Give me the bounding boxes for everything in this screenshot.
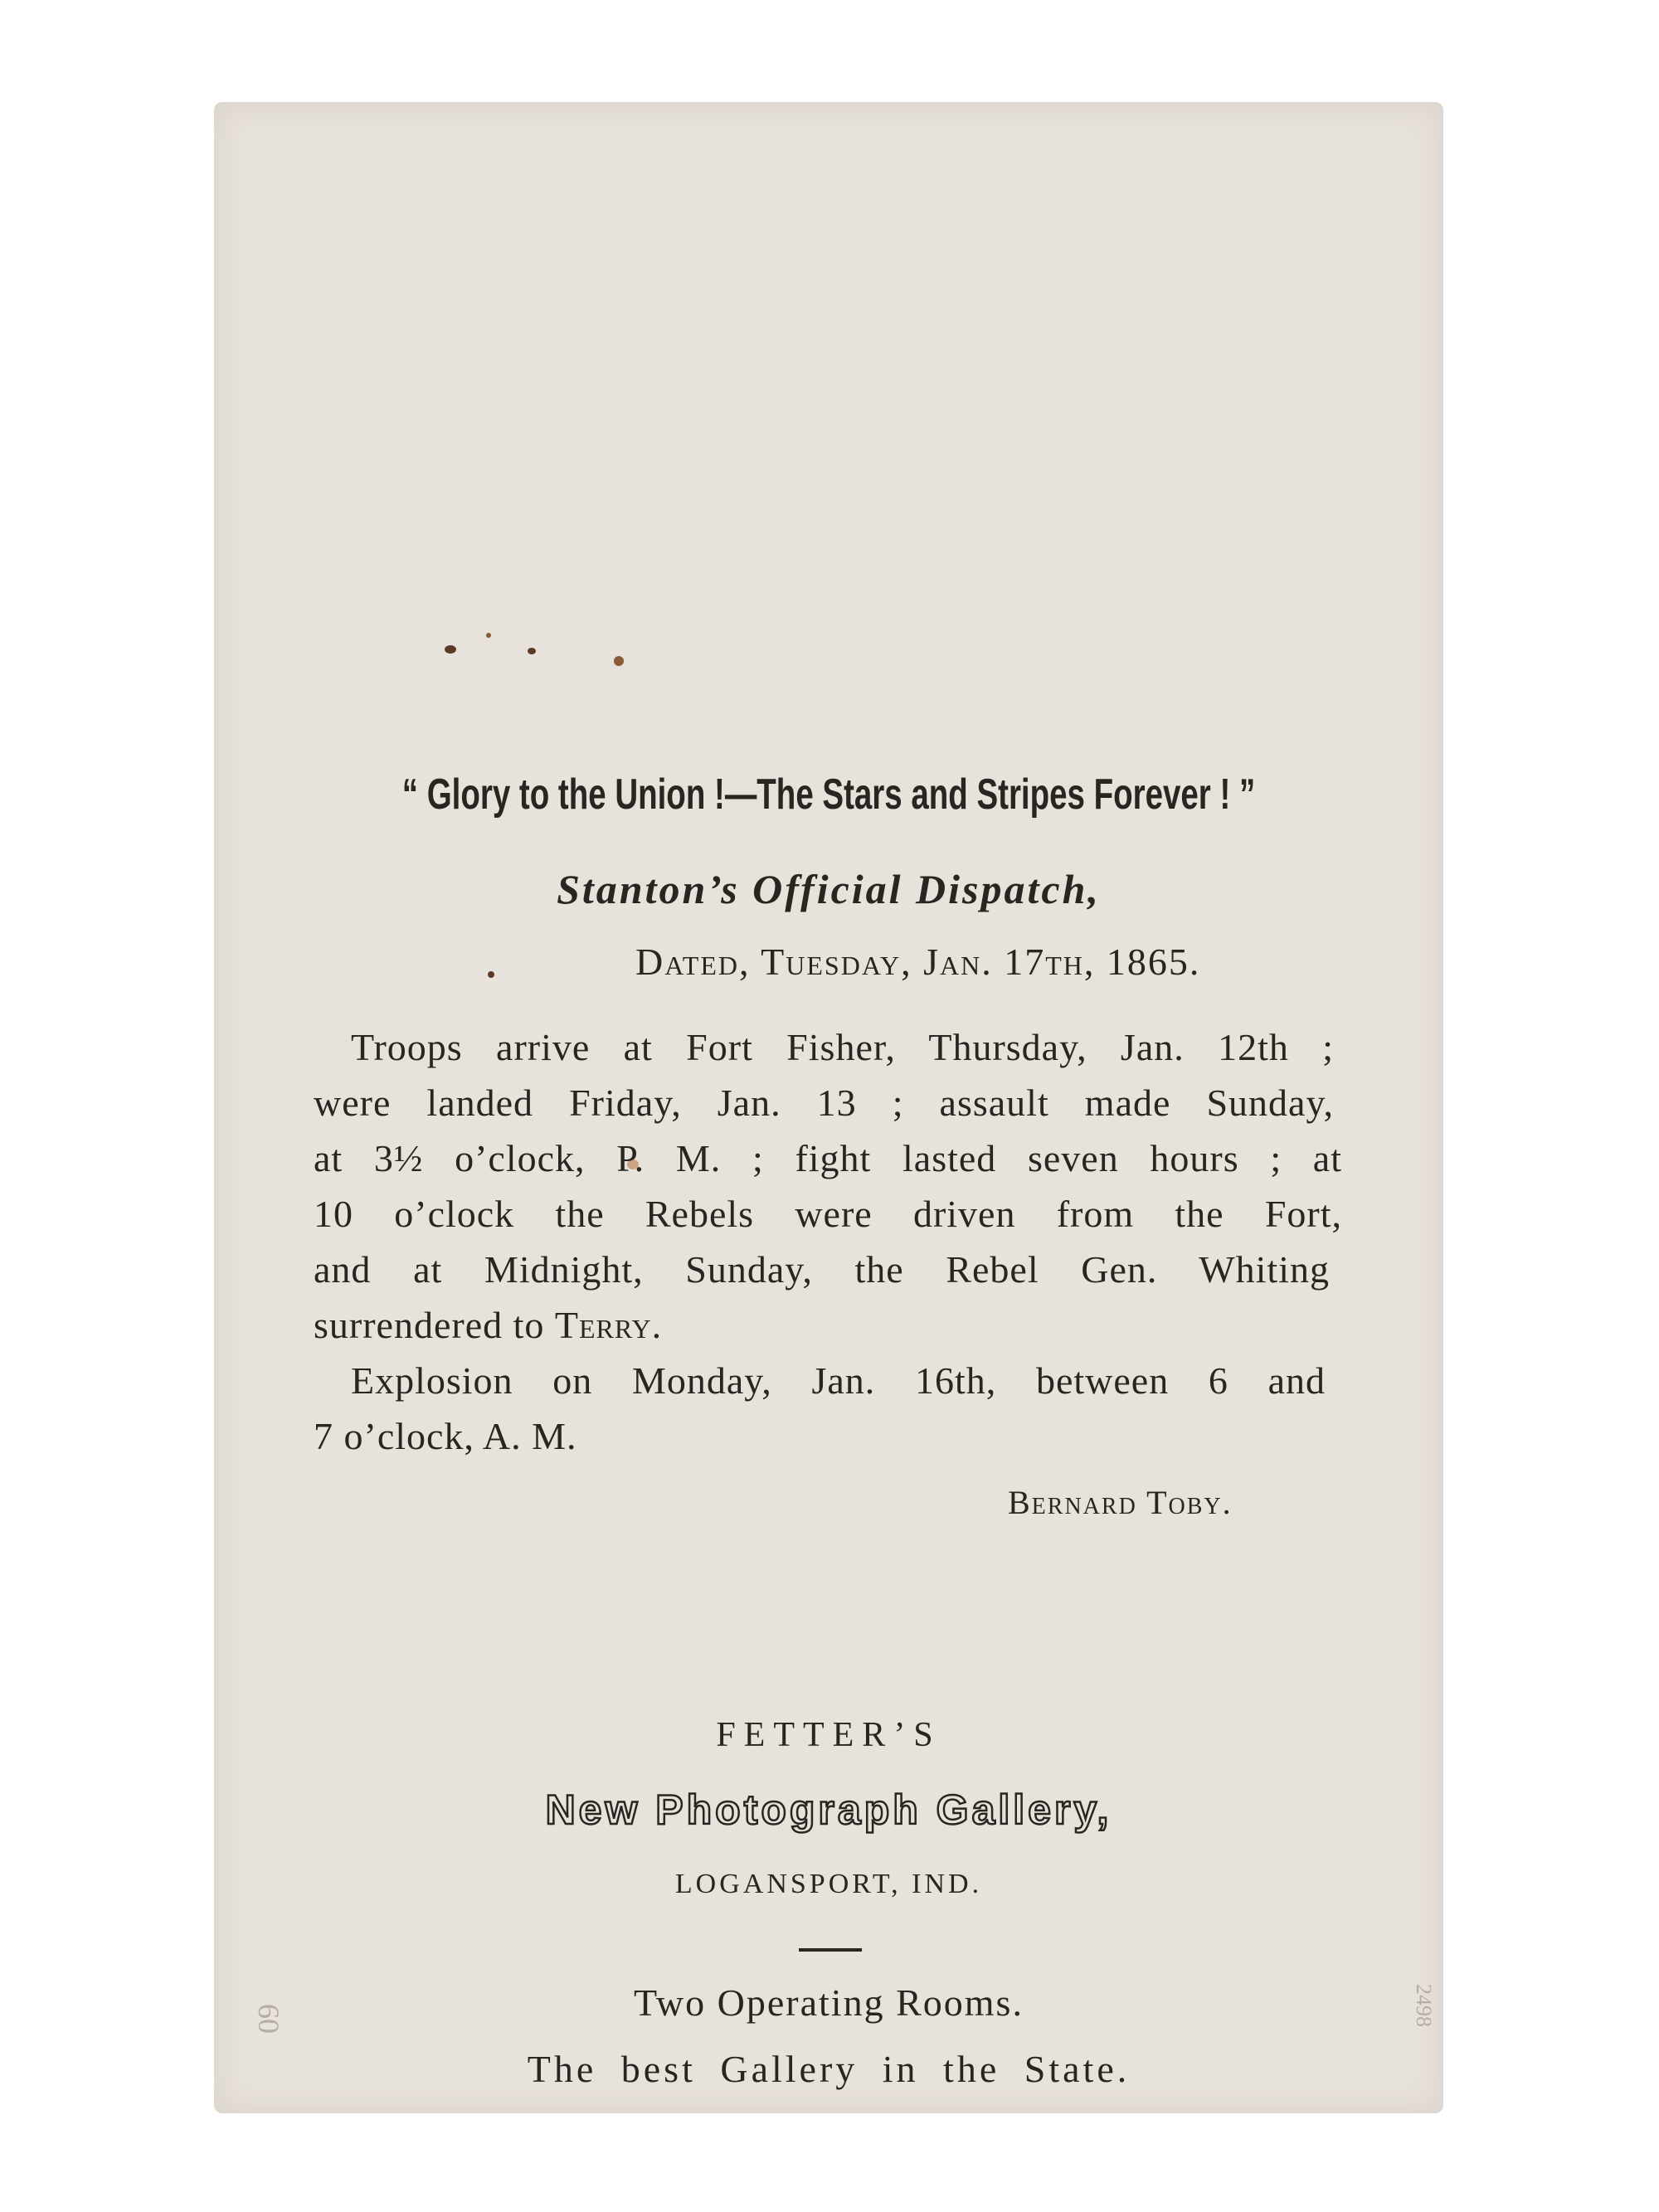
body-line: Explosion on Monday, Jan. 16th, between 6 and <box>351 1359 1326 1402</box>
foxing-spot <box>614 656 624 666</box>
body-line: 10 o’clock the Rebels were driven from the Fort, <box>314 1193 1342 1235</box>
foxing-spot <box>445 645 456 654</box>
signature: Bernard Toby. <box>1008 1484 1233 1521</box>
body-line: and at Midnight, Sunday, the Rebel Gen. Whiting <box>314 1248 1330 1291</box>
foxing-spot <box>486 633 491 638</box>
general-name: Terry. <box>554 1304 663 1346</box>
body-line: Troops arrive at Fort Fisher, Thursday, Jan. 12th ; <box>351 1026 1334 1068</box>
body-line-surrender <box>314 1303 662 1347</box>
divider-rule <box>799 1948 862 1952</box>
body-line-text: surrendered to <box>314 1304 545 1346</box>
pencil-inventory-number: 2498 <box>1412 1984 1436 2027</box>
tagline-rooms: Two Operating Rooms. <box>634 1981 1024 2024</box>
headline: “ Glory to the Union !—The Stars and Stripes Forever ! ” <box>401 771 1256 819</box>
body-line: were landed Friday, Jan. 13 ; assault made Sunday, <box>314 1082 1334 1124</box>
pencil-inventory-mark: 60 <box>252 2004 285 2034</box>
photograph-card-back <box>214 102 1443 2113</box>
body-line: 7 o’clock, A. M. <box>314 1415 577 1457</box>
foxing-spot <box>528 648 536 654</box>
gallery-name: New Photograph Gallery, <box>545 1787 1112 1833</box>
dispatch-date: Dated, Tuesday, Jan. 17th, 1865. <box>635 941 1201 983</box>
body-line: at 3½ o’clock, P. M. ; fight lasted seven hours ; at <box>314 1137 1342 1179</box>
dispatch-title: Stanton’s Official Dispatch, <box>557 866 1101 912</box>
gallery-location: LOGANSPORT, IND. <box>674 1869 983 1899</box>
studio-name: FETTER’S <box>716 1716 941 1754</box>
tagline-best: The best Gallery in the State. <box>527 2048 1131 2090</box>
foxing-spot <box>488 971 494 978</box>
